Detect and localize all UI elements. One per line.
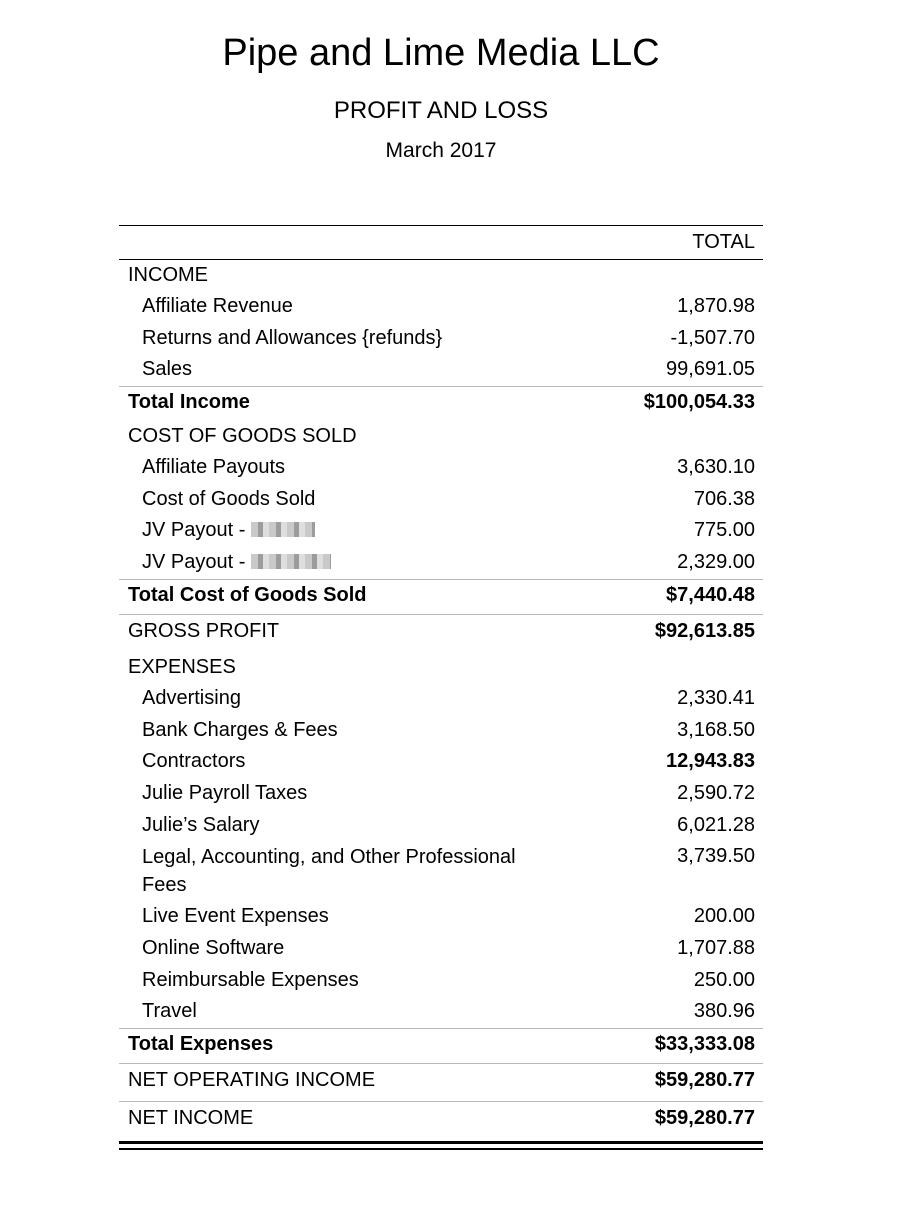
line-item-amount: 200.00 — [693, 905, 755, 928]
income-section-heading — [119, 260, 763, 291]
total-amount: $100,054.33 — [643, 391, 755, 414]
line-item — [119, 901, 763, 933]
line-item-amount: 1,870.98 — [677, 295, 755, 317]
redacted-block — [251, 554, 331, 569]
line-item — [119, 515, 763, 547]
line-item — [119, 484, 763, 516]
line-item-amount: 6,021.28 — [677, 813, 755, 836]
gross-profit-row — [119, 614, 763, 652]
summary-label: NET INCOME — [128, 1107, 254, 1129]
line-item-label: Live Event Expenses — [142, 905, 329, 928]
line-item-label: Reimbursable Expenses — [142, 968, 359, 991]
cogs-section-heading — [119, 421, 763, 452]
summary-amount: $59,280.77 — [654, 1107, 755, 1129]
report-period: March 2017 — [385, 139, 497, 162]
summary-amount: $59,280.77 — [654, 1069, 755, 1091]
total-column-label: TOTAL — [692, 231, 755, 253]
total-label: Total Cost of Goods Sold — [128, 583, 367, 606]
summary-amount: $92,613.85 — [654, 619, 755, 642]
line-item — [119, 933, 763, 965]
line-item-amount: 99,691.05 — [666, 358, 755, 381]
section-label: COST OF GOODS SOLD — [128, 425, 357, 448]
company-name: Pipe and Lime Media LLC — [222, 32, 660, 74]
total-cogs-row — [119, 579, 763, 614]
line-item-amount: 2,329.00 — [677, 551, 755, 574]
line-item-amount: 12,943.83 — [666, 750, 755, 773]
line-item-label: Julie’s Salary — [142, 813, 260, 836]
line-item — [119, 323, 763, 355]
line-item-amount: 3,168.50 — [677, 718, 755, 741]
line-item-label: Cost of Goods Sold — [142, 487, 316, 510]
line-item-amount: -1,507.70 — [670, 326, 755, 349]
line-item-label: JV Payout - — [142, 519, 246, 542]
line-item — [119, 547, 763, 579]
line-item — [119, 683, 763, 715]
line-item — [119, 965, 763, 997]
line-item-amount: 3,739.50 — [677, 845, 755, 868]
line-item — [119, 452, 763, 484]
line-item-label: Affiliate Revenue — [142, 295, 293, 317]
line-item-label: Returns and Allowances {refunds} — [142, 326, 443, 349]
line-item-amount: 250.00 — [693, 968, 755, 991]
total-label: Total Expenses — [128, 1033, 274, 1055]
line-item-label: Bank Charges & Fees — [142, 718, 338, 741]
line-item — [119, 810, 763, 842]
summary-label: NET OPERATING INCOME — [128, 1069, 376, 1091]
line-item — [119, 746, 763, 778]
net-operating-income-row — [119, 1063, 763, 1101]
line-item-label: Online Software — [142, 936, 285, 959]
total-expenses-row — [119, 1028, 763, 1063]
line-item-label: JV Payout - — [142, 551, 246, 574]
redacted-block — [251, 522, 315, 537]
line-item — [119, 841, 763, 901]
line-item-amount: 706.38 — [693, 487, 755, 510]
profit-loss-table — [119, 225, 763, 1150]
line-item-amount: 380.96 — [693, 1000, 755, 1023]
line-item-amount: 3,630.10 — [677, 456, 755, 479]
net-income-row — [119, 1101, 763, 1139]
line-item — [119, 291, 763, 323]
line-item-label: Advertising — [142, 686, 241, 709]
expenses-section-heading — [119, 652, 763, 683]
total-label: Total Income — [128, 391, 250, 414]
total-income-row — [119, 386, 763, 421]
line-item-label: Julie Payroll Taxes — [142, 781, 308, 804]
line-item — [119, 715, 763, 747]
line-item-amount: 775.00 — [693, 519, 755, 542]
line-item-amount: 2,330.41 — [677, 686, 755, 709]
section-label: EXPENSES — [128, 655, 236, 678]
double-underline — [119, 1141, 763, 1150]
line-item-label: Sales — [142, 358, 193, 381]
line-item-label-wrap — [119, 551, 331, 574]
line-item-label: Contractors — [142, 750, 246, 773]
line-item-label: Affiliate Payouts — [142, 456, 286, 479]
line-item — [119, 778, 763, 810]
column-header — [119, 225, 763, 260]
section-label: INCOME — [128, 264, 208, 286]
report-title: PROFIT AND LOSS — [333, 97, 549, 124]
line-item-label: Legal, Accounting, and Other Professional Fees — [142, 846, 516, 897]
total-amount: $7,440.48 — [666, 583, 755, 606]
line-item — [119, 354, 763, 386]
line-item-amount: 2,590.72 — [677, 781, 755, 804]
line-item — [119, 996, 763, 1028]
line-item-amount: 1,707.88 — [677, 936, 755, 959]
summary-label: GROSS PROFIT — [128, 619, 280, 642]
line-item-label-wrap — [119, 519, 315, 542]
line-item-label: Travel — [142, 1000, 197, 1023]
total-amount: $33,333.08 — [654, 1033, 755, 1055]
